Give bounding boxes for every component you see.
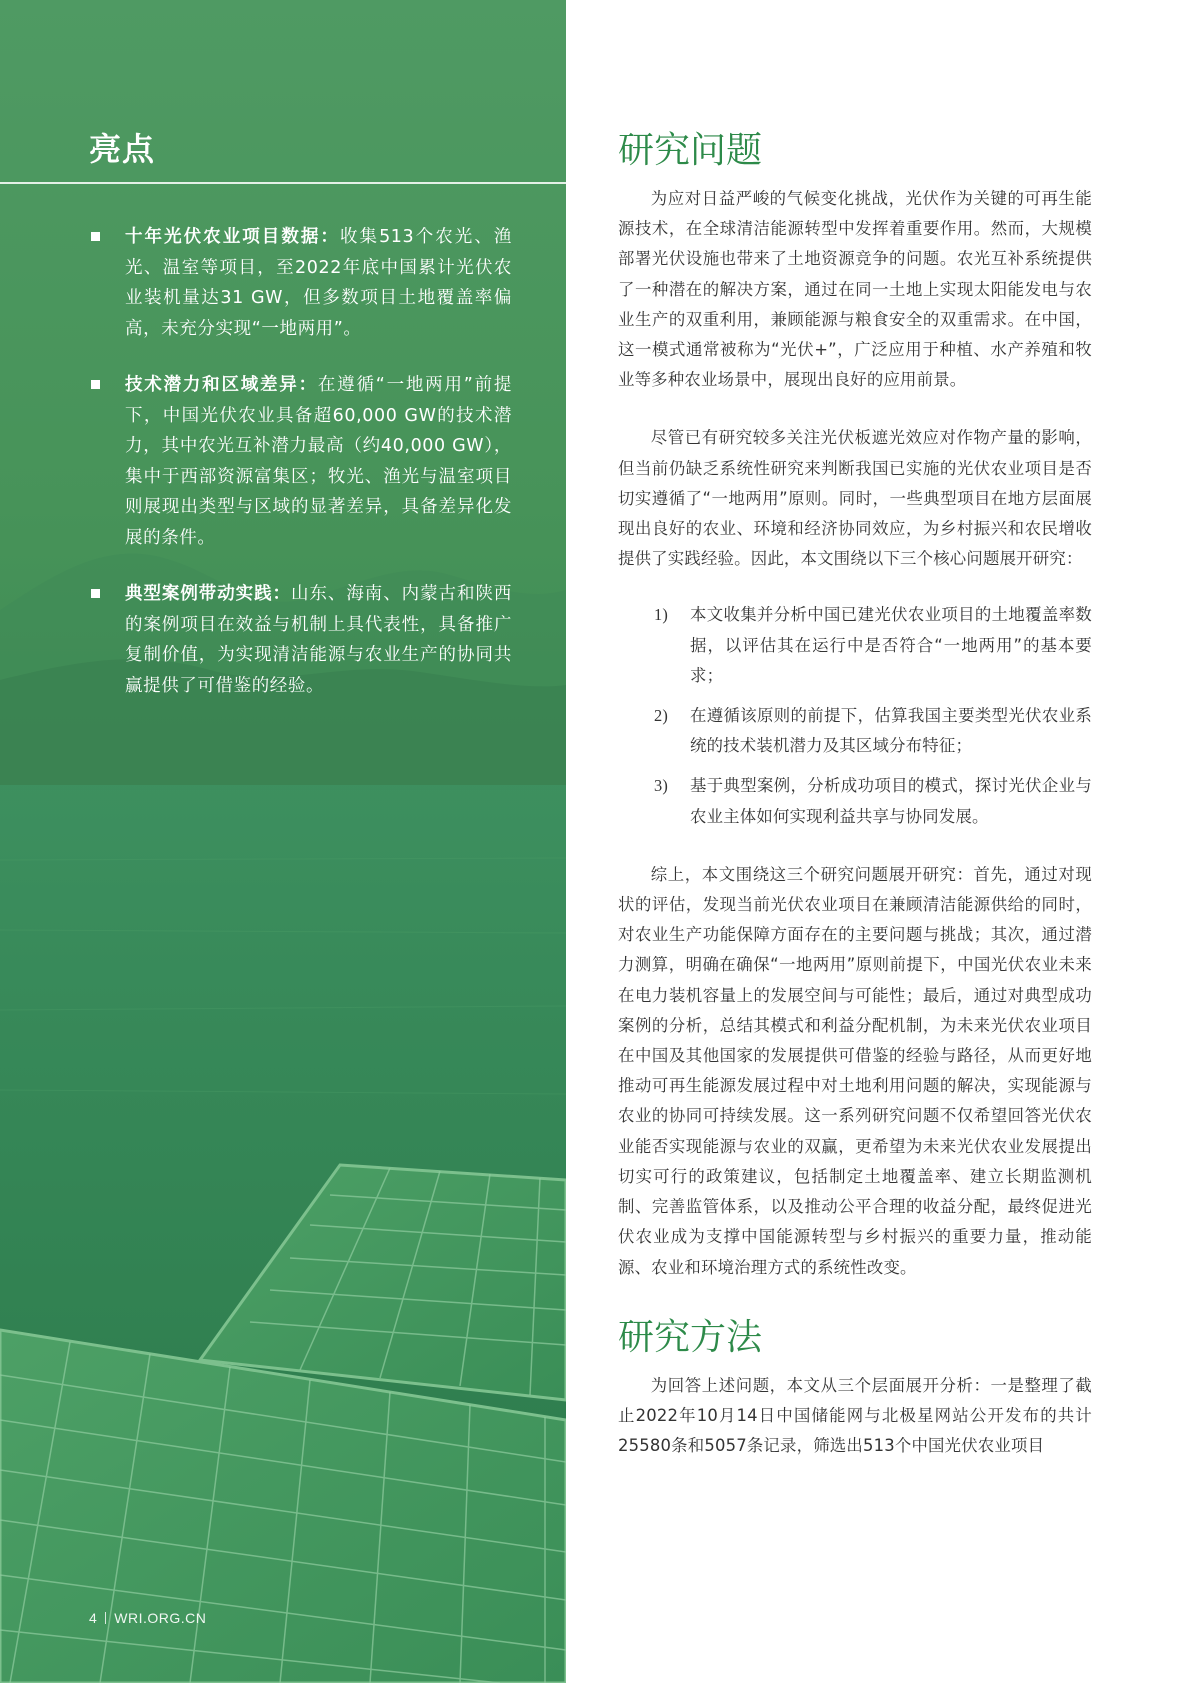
highlight-item [89,579,512,701]
highlight-heading: 典型案例带动实践： [125,584,291,604]
footer-separator [105,1612,106,1624]
highlight-text: 收集513个农光、渔光、温室等项目，至2022年底中国累计光伏农业装机量达31 GW，但多数项目土地覆盖率偏高，未充分实现“一地两用”。 [125,227,512,339]
summary-paragraph: 综上，本文围绕这三个研究问题展开研究：首先，通过对现状的评估，发现当前光伏农业项目在兼顾清洁能源供给的同时，对农业生产功能保障方面存在的主要问题与挑战；其次，通过潜力测算，明确在确保“一地两用”原则前提下，中国光伏农业未来在电力装机容量上的发展空间与可能性；最后，通过对典型成功案例的分析，总结其模式和利益分配机制，为未来光伏农业项目在中国及其他国家的发展提供可借鉴的经验与路径，从而更好地推动可再生能源发展过程中对土地利用问题的解决，实现能源与农业的协同可持续发展。这一系列研究问题不仅希望回答光伏农业能否实现能源与农业的双赢，更希望为未来光伏农业发展提出切实可行的政策建议，包括制定土地覆盖率、建立长期监测机制、完善监管体系，以及推动公平合理的收益分配，最终促进光伏农业成为支撑中国能源转型与乡村振兴的重要力量，推动能源、农业和环境治理方式的系统性改变。 [618,864,1092,1277]
title-divider [0,182,566,184]
research-questions-heading: 研究问题 [618,130,763,171]
highlight-text: 在遵循“一地两用”前提下，中国光伏农业具备超60,000 GW的技术潜力，其中农光互补潜力最高（约40,000 GW），集中于西部资源富集区；牧光、渔光与温室项目则展现出类型与区域的显著差异，具备差异化发展的条件。 [125,375,513,548]
highlight-heading: 十年光伏农业项目数据： [125,227,340,247]
list-number: 2) [654,706,669,726]
body-paragraph: 为应对日益严峻的气候变化挑战，光伏作为关键的可再生能源技术，在全球清洁能源转型中发挥着重要作用。然而，大规模部署光伏设施也带来了土地资源竞争的问题。农光互补系统提供了一种潜在的解决方案，通过在同一土地上实现太阳能发电与农业生产的双重利用，兼顾能源与粮食安全的双重需求。在中国，这一模式通常被称为“光伏+”，广泛应用于种植、水产养殖和牧业等多种农业场景中，展现出良好的应用前景。 [618,189,1092,390]
highlight-item [89,370,512,553]
research-question-list [618,600,1092,831]
page-footer [89,1610,206,1626]
list-text: 本文收集并分析中国已建光伏农业项目的土地覆盖率数据，以评估其在运行中是否符合“一地两用”的基本要求； [690,605,1092,685]
list-item [618,701,1092,761]
research-methods-heading: 研究方法 [618,1316,763,1358]
list-item [618,771,1092,831]
body-paragraph: 尽管已有研究较多关注光伏板遮光效应对作物产量的影响，但当前仍缺乏系统性研究来判断我国已实施的光伏农业项目是否切实遵循了“一地两用”原则。同时，一些典型项目在地方层面展现出良好的农业、环境和经济协同效应，为乡村振兴和农民增收提供了实践经验。因此，本文围绕以下三个核心问题展开研究： [618,428,1092,569]
list-item [618,600,1092,691]
list-number: 3) [654,776,669,796]
body-paragraph: 为回答上述问题，本文从三个层面展开分析：一是整理了截止2022年10月14日中国储能网与北极星网站公开发布的共计25580条和5057条记录，筛选出513个中国光伏农业项目 [618,1375,1092,1456]
site-link[interactable]: WRI.ORG.CN [114,1610,207,1626]
list-text: 在遵循该原则的前提下，估算我国主要类型光伏农业系统的技术装机潜力及其区域分布特征； [690,706,1092,756]
highlights-panel [0,0,566,1683]
bullet-square-icon [91,589,100,598]
list-text: 基于典型案例，分析成功项目的模式，探讨光伏企业与农业主体如何实现利益共享与协同发展。 [690,776,1092,826]
list-number: 1) [654,605,669,625]
highlight-heading: 技术潜力和区域差异： [125,375,318,395]
highlight-text: 山东、海南、内蒙古和陕西的案例项目在效益与机制上具代表性，具备推广复制价值，为实现清洁能源与农业生产的协同共赢提供了可借鉴的经验。 [125,584,512,696]
highlights-list [89,222,512,727]
bullet-square-icon [91,232,100,241]
bullet-square-icon [91,380,100,389]
highlights-title: 亮点 [89,130,156,168]
highlight-item [89,222,512,344]
main-text-column [618,128,1092,1461]
page-number: 4 [89,1610,98,1626]
